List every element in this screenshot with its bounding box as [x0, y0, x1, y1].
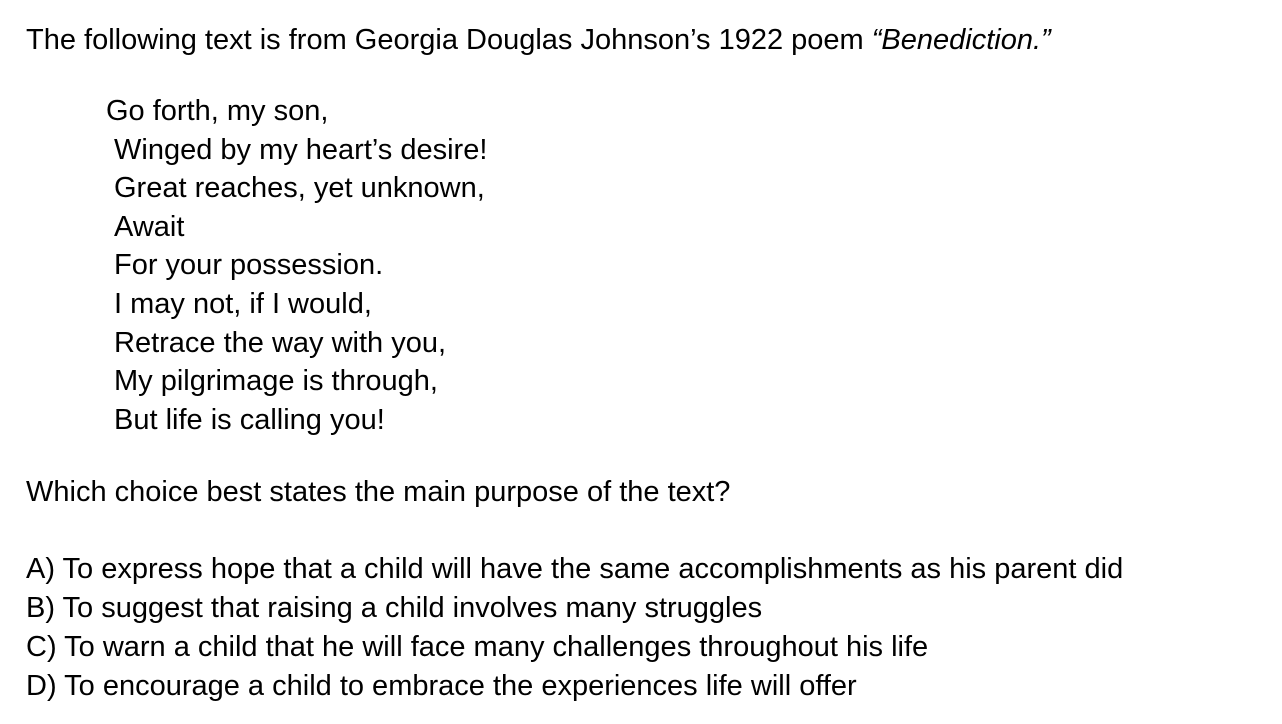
- poem-line: But life is calling you!: [114, 403, 385, 436]
- poem-line: Go forth, my son,: [106, 95, 329, 127]
- choice-d: D) To encourage a child to embrace the experiences life will offer: [26, 670, 857, 702]
- intro-text: The following text is from Georgia Douglas Johnson’s 1922 poem: [26, 24, 872, 56]
- choice-b: B) To suggest that raising a child involves many struggles: [26, 592, 763, 624]
- poem-title: “Benediction.”: [871, 24, 1051, 56]
- choice-c: C) To warn a child that he will face many challenges throughout his life: [26, 631, 929, 663]
- poem-line: For your possession.: [114, 249, 384, 282]
- poem-line: I may not, if I would,: [114, 287, 372, 320]
- poem-line: Winged by my heart’s desire!: [114, 133, 488, 166]
- poem-line: Retrace the way with you,: [114, 326, 447, 359]
- poem-block: [106, 92, 487, 439]
- poem-line: My pilgrimage is through,: [114, 365, 438, 398]
- choice-a: A) To express hope that a child will have the same accomplishments as his parent did: [26, 553, 1124, 585]
- question-prompt: Which choice best states the main purpose of the text?: [26, 476, 731, 508]
- poem-line: Await: [114, 210, 185, 243]
- poem-line: Great reaches, yet unknown,: [114, 172, 485, 205]
- intro-sentence: [26, 21, 1051, 60]
- answer-choices: [26, 550, 1123, 706]
